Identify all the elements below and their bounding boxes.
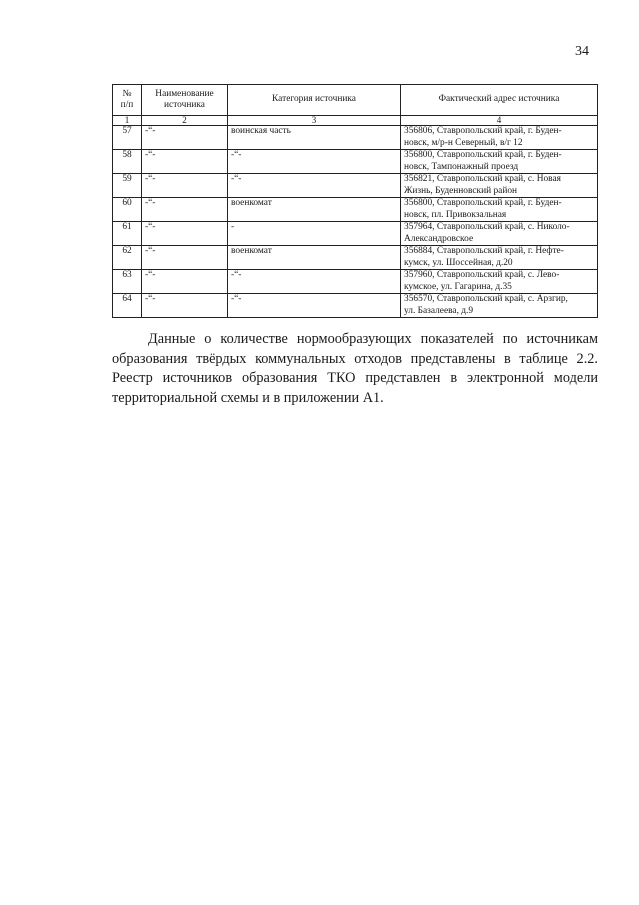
cell-name: -“- [142,126,228,150]
table-body [113,126,598,318]
table-row [113,294,598,318]
body-paragraph: Данные о количестве нормообразующих показателей по источникам образования твёрдых коммунальных отходов представлены в таблице 2.2. Реестр источников образования ТКО представлен в электронной модели территориальной схемы и в приложении А1. [112,331,598,406]
cell-category: -“- [228,270,401,294]
cell-num: 64 [113,294,142,318]
cell-name: -“- [142,150,228,174]
cell-address: 357964, Ставропольский край, с. Николо- Александровское [401,222,598,246]
table-header-row [113,85,598,116]
cell-num: 61 [113,222,142,246]
cell-num: 59 [113,174,142,198]
cell-name: -“- [142,294,228,318]
cell-num: 57 [113,126,142,150]
column-number: 3 [228,116,401,126]
cell-address: 356884, Ставропольский край, г. Нефте- кумск, ул. Шоссейная, д.20 [401,246,598,270]
cell-name: -“- [142,246,228,270]
cell-name: -“- [142,198,228,222]
table-row [113,126,598,150]
cell-num: 60 [113,198,142,222]
header-name: Наименование источника [142,85,228,116]
cell-address: 356800, Ставропольский край, г. Буден- новск, Тампонажный проезд [401,150,598,174]
cell-category: -“- [228,294,401,318]
cell-category: - [228,222,401,246]
table-row [113,222,598,246]
cell-category: -“- [228,150,401,174]
cell-category: воинская часть [228,126,401,150]
cell-address: 356570, Ставропольский край, с. Арзгир, ул. Базалеева, д.9 [401,294,598,318]
cell-name: -“- [142,270,228,294]
table-row [113,150,598,174]
cell-num: 63 [113,270,142,294]
cell-address: 356821, Ставропольский край, с. Новая Жизнь, Буденновский район [401,174,598,198]
table-row [113,198,598,222]
cell-category: военкомат [228,198,401,222]
header-address: Фактический адрес источника [401,85,598,116]
header-num: № п/п [113,85,142,116]
column-number: 4 [401,116,598,126]
cell-address: 356800, Ставропольский край, г. Буден- новск, пл. Привокзальная [401,198,598,222]
cell-category: военкомат [228,246,401,270]
cell-address: 356806, Ставропольский край, г. Буден- новск, м/р-н Северный, в/г 12 [401,126,598,150]
column-number-row [113,116,598,126]
sources-table [112,84,598,318]
table-row [113,174,598,198]
cell-num: 58 [113,150,142,174]
header-category: Категория источника [228,85,401,116]
cell-address: 357960, Ставропольский край, с. Лево- кумское, ул. Гагарина, д.35 [401,270,598,294]
cell-name: -“- [142,222,228,246]
column-number: 1 [113,116,142,126]
table-row [113,270,598,294]
cell-name: -“- [142,174,228,198]
cell-num: 62 [113,246,142,270]
page-number: 34 [575,44,589,59]
cell-category: -“- [228,174,401,198]
column-number: 2 [142,116,228,126]
table-row [113,246,598,270]
